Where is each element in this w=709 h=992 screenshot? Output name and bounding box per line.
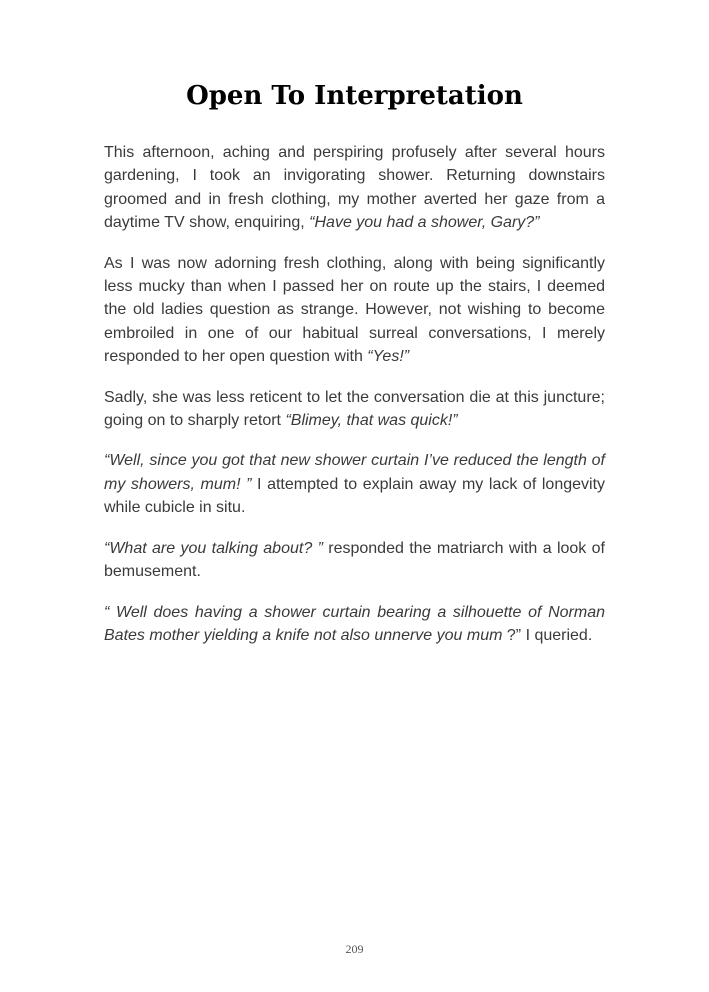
paragraph-6: [104, 601, 605, 648]
paragraph-3-text: Sadly, she was less reticent to let the conversation die at this juncture; going on to sharply retort: [104, 388, 605, 430]
paragraph-2-quote: “Yes!”: [367, 348, 410, 366]
paragraph-5-text: responded the matriarch with a look of bemusement.: [104, 539, 605, 581]
paragraph-1: [104, 141, 605, 235]
chapter-body: [104, 141, 605, 664]
paragraph-1-quote: “Have you had a shower, Gary?”: [309, 214, 540, 232]
paragraph-3: [104, 386, 605, 433]
paragraph-3-quote: “Blimey, that was quick!”: [285, 412, 458, 430]
paragraph-4: [104, 449, 605, 519]
paragraph-5-quote: “What are you talking about? ”: [104, 539, 323, 557]
paragraph-5: [104, 537, 605, 584]
page-number: 209: [345, 942, 364, 956]
chapter-title: Open To Interpretation: [186, 81, 523, 111]
paragraph-6-quote: “ Well does having a shower curtain bearing a silhouette of Norman Bates mother yielding a knife not also unnerve you mum: [104, 603, 605, 644]
paragraph-2-text: As I was now adorning fresh clothing, along with being significantly less mucky than when I passed her on route up the stairs, I deemed the old ladies question as strange. However, not wishing to become embroiled in one of our habitual surreal conversations, I merely responded to her open question with: [104, 254, 605, 366]
paragraph-4-text: I attempted to explain away my lack of longevity while cubicle in situ.: [104, 475, 606, 517]
paragraph-6-text: ?” I queried.: [506, 626, 593, 644]
paragraph-1-text: This afternoon, aching and perspiring profusely after several hours gardening, I took an invigorating shower. Returning downstairs groomed and in fresh clothing, my mother averted her gaze from a daytime TV show, enquiring,: [104, 144, 605, 232]
paragraph-2: [104, 252, 605, 369]
paragraph-4-quote: “Well, since you got that new shower curtain I’ve reduced the length of my showers, mum! ”: [104, 452, 605, 493]
